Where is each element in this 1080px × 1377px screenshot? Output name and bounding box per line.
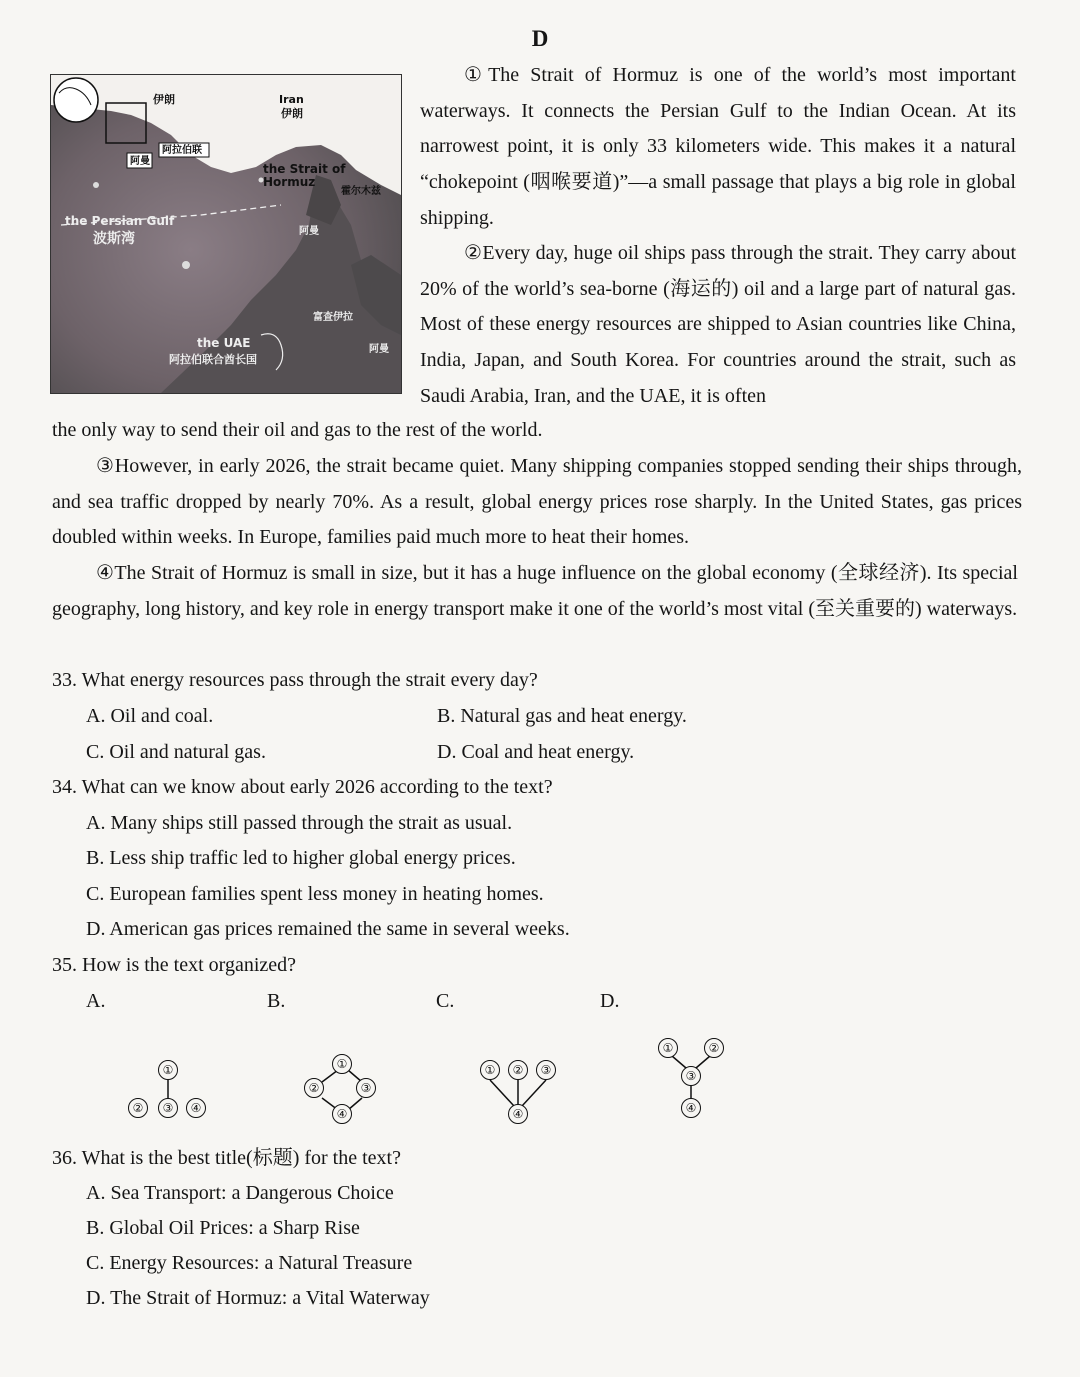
q36-option-b[interactable]: B. Global Oil Prices: a Sharp Rise xyxy=(86,1217,360,1239)
q33-option-d[interactable]: D. Coal and heat energy. xyxy=(437,741,635,763)
map-label-uae-small: 阿拉伯联 xyxy=(162,145,202,156)
diagram-c-node-1: ① xyxy=(480,1060,500,1080)
diagram-c-node-4: ④ xyxy=(508,1104,528,1124)
diagram-b xyxy=(298,1052,388,1132)
paragraph-1: ①The Strait of Hormuz is one of the world’s most important waterways. It connects the Persian Gulf to the Indian Ocean. At its narrowest point, it is only 33 kilometers wide. This makes it a natural “chokepoint (咽喉要道)”—a small passage that plays a big role in global shipping. xyxy=(420,64,1016,229)
question-34: 34. What can we know about early 2026 according to the text? xyxy=(52,776,553,798)
diagram-b-node-4: ④ xyxy=(332,1104,352,1124)
diagram-d xyxy=(654,1034,734,1124)
map-label-gulf-zh: 波斯湾 xyxy=(93,231,135,247)
paragraph-2-continued: the only way to send their oil and gas to the rest of the world. xyxy=(52,419,543,441)
q35-option-c[interactable]: C. xyxy=(436,990,455,1012)
diagram-d-node-1: ① xyxy=(658,1038,678,1058)
paragraph-2: ②Every day, huge oil ships pass through the strait. They carry about 20% of the world’s sea-borne (海运的) oil and a large part of natural gas. Most of these energy resources are shipped to Asian countries like China, India, Japan, and South Korea. For countries around the strait, such as Saudi Arabia, Iran, and the UAE, it is often xyxy=(420,242,1016,407)
diagram-c xyxy=(476,1058,566,1133)
map-label-hormuz: the Strait of Hormuz xyxy=(263,162,346,189)
q33-option-c[interactable]: C. Oil and natural gas. xyxy=(86,741,266,763)
q34-option-b[interactable]: B. Less ship traffic led to higher global energy prices. xyxy=(86,847,516,869)
map-label-oman-edge: 阿曼 xyxy=(369,344,389,355)
diagram-b-node-1: ① xyxy=(332,1054,352,1074)
q36-option-a[interactable]: A. Sea Transport: a Dangerous Choice xyxy=(86,1182,394,1204)
question-33: 33. What energy resources pass through the strait every day? xyxy=(52,669,538,691)
question-35: 35. How is the text organized? xyxy=(52,954,297,976)
q33-option-b[interactable]: B. Natural gas and heat energy. xyxy=(437,705,687,727)
map-label-iran-en: Iran xyxy=(279,93,304,106)
diagram-a xyxy=(120,1056,220,1126)
q34-option-c[interactable]: C. European families spent less money in heating homes. xyxy=(86,883,544,905)
diagram-b-node-2: ② xyxy=(304,1078,324,1098)
map-label-oman-right: 阿曼 xyxy=(299,226,319,237)
diagram-d-node-3: ③ xyxy=(681,1066,701,1086)
paragraph-3: ③However, in early 2026, the strait became quiet. Many shipping companies stopped sending their ships through, and sea traffic dropped by nearly 70%. As a result, global energy prices rose sharply. In the United States, gas prices doubled within weeks. In Europe, families paid much more to heat their homes. xyxy=(52,455,1022,549)
diagram-c-node-3: ③ xyxy=(536,1060,556,1080)
strait-map xyxy=(50,74,402,394)
map-label-oman-small: 阿曼 xyxy=(130,156,150,167)
section-letter: D xyxy=(531,26,549,51)
map-label-iran-zh: 伊朗 xyxy=(281,107,303,120)
diagram-c-node-2: ② xyxy=(508,1060,528,1080)
map-label-fujairah: 富查伊拉 xyxy=(313,312,353,323)
q34-option-d[interactable]: D. American gas prices remained the same in several weeks. xyxy=(86,918,570,940)
q35-option-d[interactable]: D. xyxy=(600,990,620,1012)
diagram-d-node-2: ② xyxy=(704,1038,724,1058)
map-label-uae-en: the UAE xyxy=(197,336,251,350)
q33-option-a[interactable]: A. Oil and coal. xyxy=(86,705,214,727)
q34-option-a[interactable]: A. Many ships still passed through the strait as usual. xyxy=(86,812,513,834)
q35-option-b[interactable]: B. xyxy=(267,990,286,1012)
diagram-a-node-1: ① xyxy=(158,1060,178,1080)
diagram-b-node-3: ③ xyxy=(356,1078,376,1098)
question-36: 36. What is the best title(标题) for the text? xyxy=(52,1147,401,1169)
diagram-d-node-4: ④ xyxy=(681,1098,701,1118)
diagram-a-node-3: ③ xyxy=(158,1098,178,1118)
map-label-iran-inset: 伊朗 xyxy=(153,93,175,106)
diagram-a-node-2: ② xyxy=(128,1098,148,1118)
paragraph-4: ④The Strait of Hormuz is small in size, but it has a huge influence on the global economy (全球经济). Its special geography, long history, and key role in energy transport make it one of the world’s most vital (至关重要的) waterways. xyxy=(52,562,1018,620)
map-label-uae-zh: 阿拉伯联合酋长国 xyxy=(169,353,257,366)
q36-option-d[interactable]: D. The Strait of Hormuz: a Vital Waterway xyxy=(86,1287,430,1309)
diagram-a-node-4: ④ xyxy=(186,1098,206,1118)
map-label-hormuz-zh: 霍尔木兹 xyxy=(341,186,381,197)
q35-option-a[interactable]: A. xyxy=(86,990,106,1012)
q36-option-c[interactable]: C. Energy Resources: a Natural Treasure xyxy=(86,1252,413,1274)
map-label-gulf-en: the Persian Gulf xyxy=(65,214,175,228)
